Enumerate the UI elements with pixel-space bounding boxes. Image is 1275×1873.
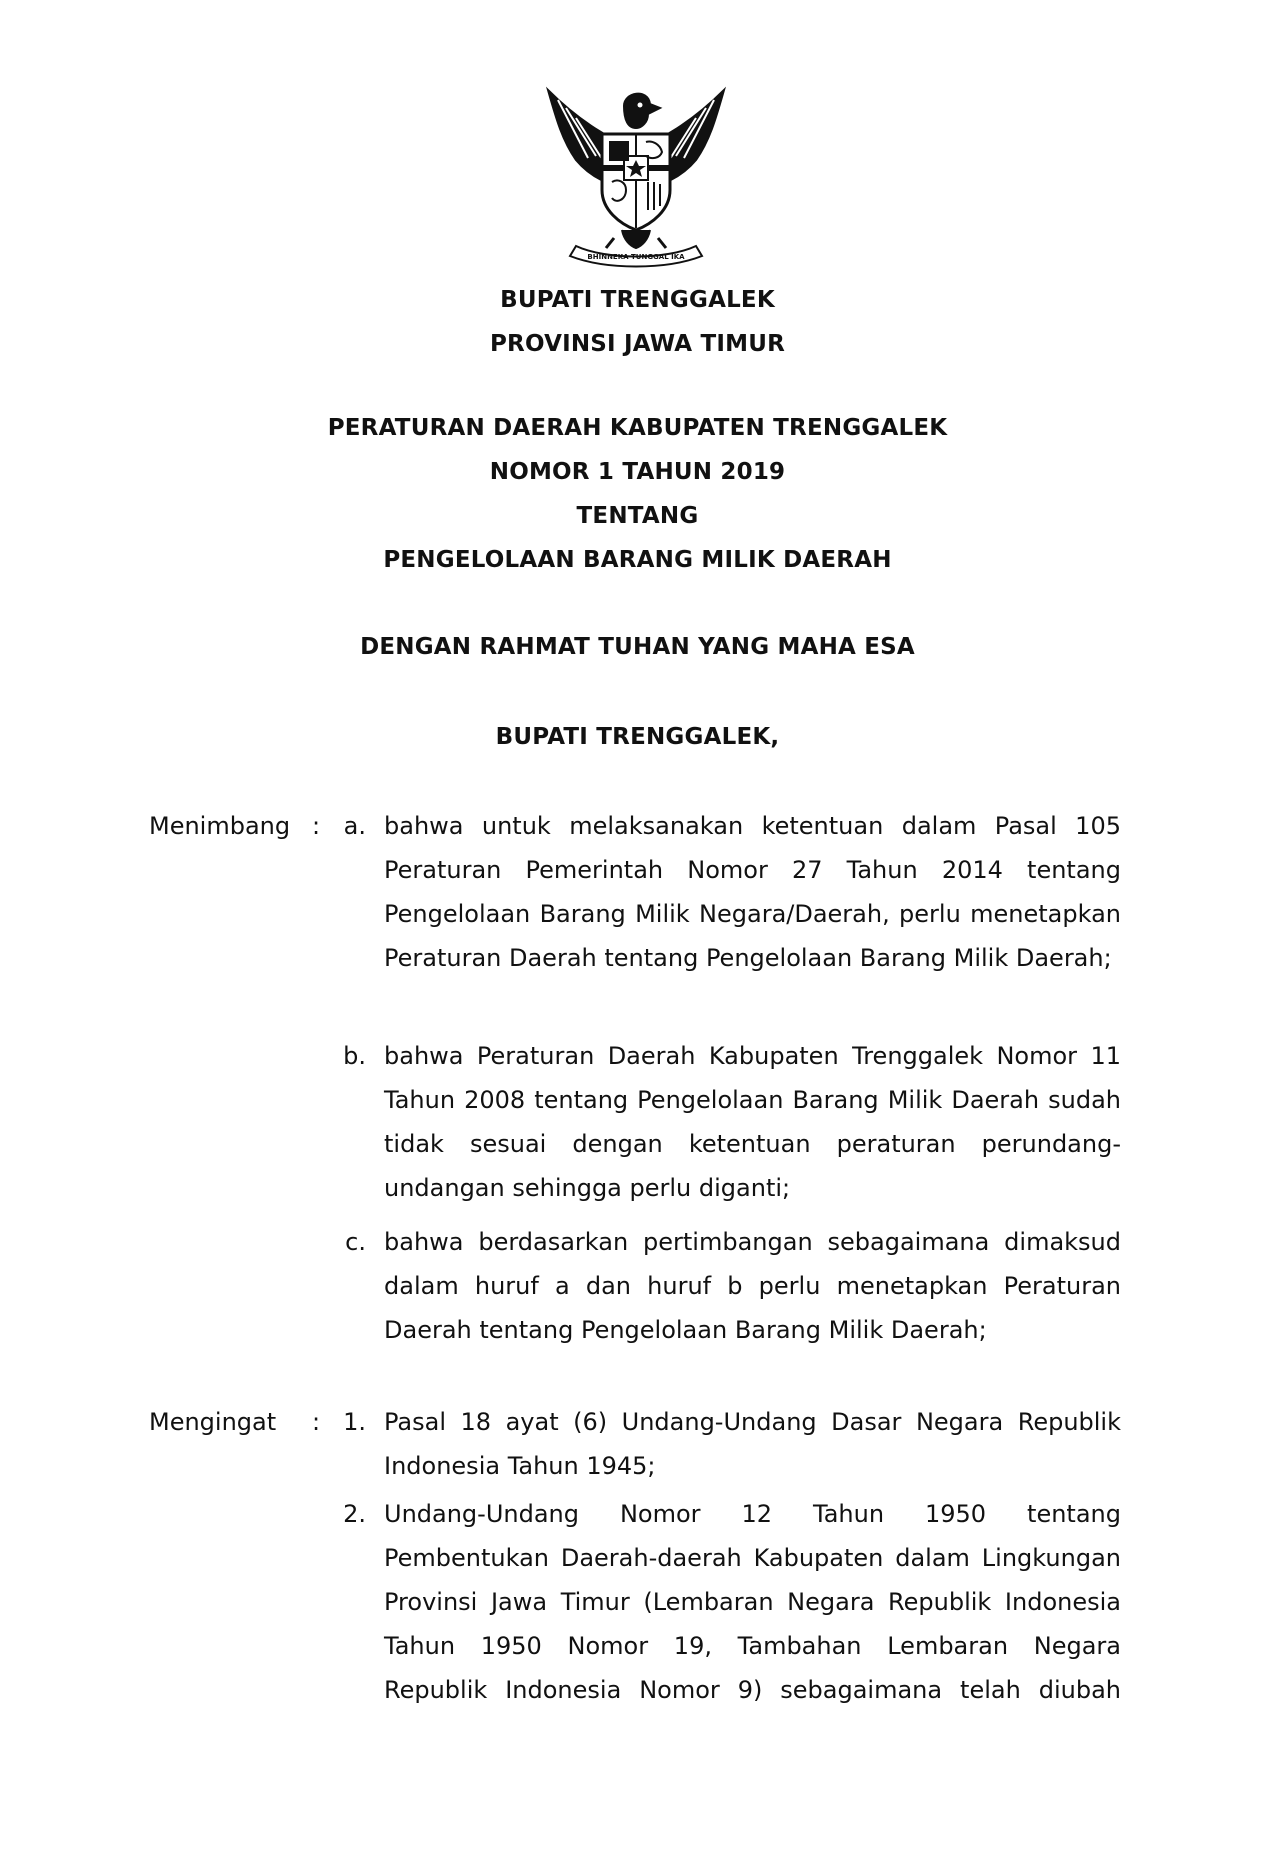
menimbang-item-c: bahwa berdasarkan pertimbangan sebagaimana dimaksud dalam huruf a dan huruf b perlu menetapkan Peraturan Daerah tentang Pengelolaan Barang Milik Daerah;: [384, 1228, 1121, 1344]
regulation-title: PERATURAN DAERAH KABUPATEN TRENGGALEK: [327, 415, 948, 441]
mengingat-colon: :: [312, 1408, 321, 1436]
mengingat-marker-1: 1.: [343, 1408, 366, 1436]
mengingat-item-1: Pasal 18 ayat (6) Undang-Undang Dasar Negara Republik Indonesia Tahun 1945;: [384, 1408, 1121, 1480]
invocation: DENGAN RAHMAT TUHAN YANG MAHA ESA: [360, 634, 915, 660]
mengingat-marker-2: 2.: [343, 1500, 366, 1528]
garuda-emblem-icon: [536, 78, 736, 270]
menimbang-item-a: bahwa untuk melaksanakan ketentuan dalam Pasal 105 Peraturan Pemerintah Nomor 27 Tahun 2014 tentang Pengelolaan Barang Milik Negara/Daerah, perlu menetapkan Peraturan Daerah tentang Pengelolaan Barang Milik Daerah;: [384, 812, 1121, 972]
emblem-motto: BHINNEKA TUNGGAL IKA: [587, 253, 685, 261]
office-title: BUPATI TRENGGALEK: [500, 287, 775, 313]
menimbang-marker-c: c.: [345, 1228, 366, 1256]
regulation-subject: PENGELOLAAN BARANG MILIK DAERAH: [383, 547, 892, 573]
menimbang-label: Menimbang: [149, 812, 291, 840]
mengingat-label: Mengingat: [149, 1408, 277, 1436]
menimbang-item-b: bahwa Peraturan Daerah Kabupaten Trenggalek Nomor 11 Tahun 2008 tentang Pengelolaan Barang Milik Daerah sudah tidak sesuai dengan ketentuan peraturan perundang-undangan sehingga perlu diganti;: [384, 1042, 1121, 1202]
menimbang-marker-b: b.: [343, 1042, 366, 1070]
regulation-number: NOMOR 1 TAHUN 2019: [489, 459, 786, 485]
issuer: BUPATI TRENGGALEK,: [495, 724, 780, 750]
province-title: PROVINSI JAWA TIMUR: [489, 331, 786, 357]
menimbang-marker-a: a.: [343, 812, 366, 840]
mengingat-item-2: Undang-Undang Nomor 12 Tahun 1950 tentang Pembentukan Daerah-daerah Kabupaten dalam Lingkungan Provinsi Jawa Timur (Lembaran Negara Republik Indonesia Tahun 1950 Nomor 19, Tambahan Lembaran Negara Republik Indonesia Nomor 9) sebagaimana telah diubah: [384, 1500, 1121, 1704]
menimbang-colon: :: [312, 812, 321, 840]
regulation-about: TENTANG: [576, 503, 699, 529]
